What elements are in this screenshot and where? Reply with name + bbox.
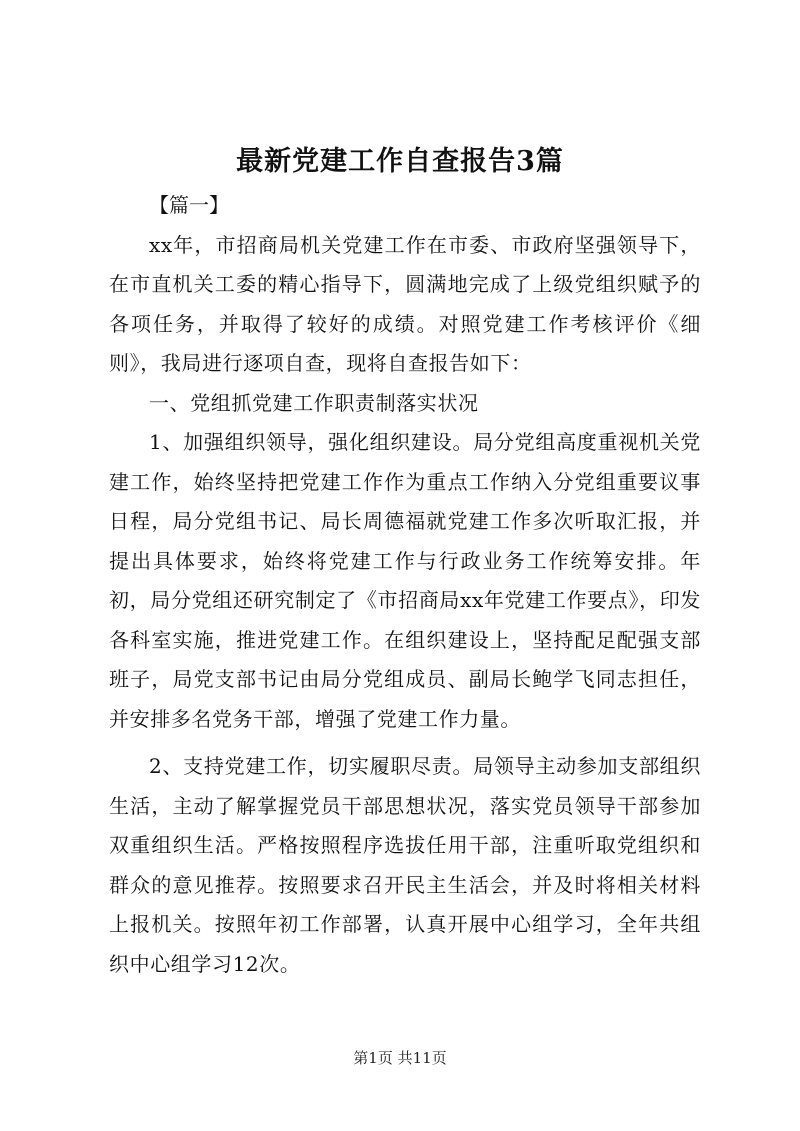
document-body [109, 186, 701, 984]
body-paragraph: 1、加强组织领导，强化组织建设。局分党组高度重视机关党建工作，始终坚持把党建工作作为重点工作纳入分党组重要议事日程，局分党组书记、局长周德福就党建工作多次听取汇报，并提出具体要求，始终将党建工作与行政业务工作统筹安排。年初，局分党组还研究制定了《市招商局xx年党建工作要点》，印发各科室实施，推进党建工作。在组织建设上，坚持配足配强支部班子，局党支部书记由局分党组成员、副局长鲍学飞同志担任，并安排多名党务干部，增强了党建工作力量。 [109, 430, 701, 731]
body-paragraph: 2、支持党建工作，切实履职尽责。局领导主动参加支部组织生活，主动了解掌握党员干部思想状况，落实党员领导干部参加双重组织生活。严格按照程序选拔任用干部，注重听取党组织和群众的意见推荐。按照要求召开民主生活会，并及时将相关材料上报机关。按照年初工作部署，认真开展中心组学习，全年共组织中心组学习12次。 [109, 754, 701, 976]
document-title: 最新党建工作自查报告3篇 [236, 146, 564, 177]
section-heading: 一、党组抓党建工作职责制落实状况 [149, 390, 479, 415]
intro-paragraph: xx年，市招商局机关党建工作在市委、市政府坚强领导下，在市直机关工委的精心指导下，圆满地完成了上级党组织赋予的各项任务，并取得了较好的成绩。对照党建工作考核评价《细则》，我局进行逐项自查，现将自查报告如下： [109, 232, 701, 375]
section-label: 【篇一】 [149, 193, 229, 217]
page-number: 第1页 共11页 [353, 1049, 447, 1067]
